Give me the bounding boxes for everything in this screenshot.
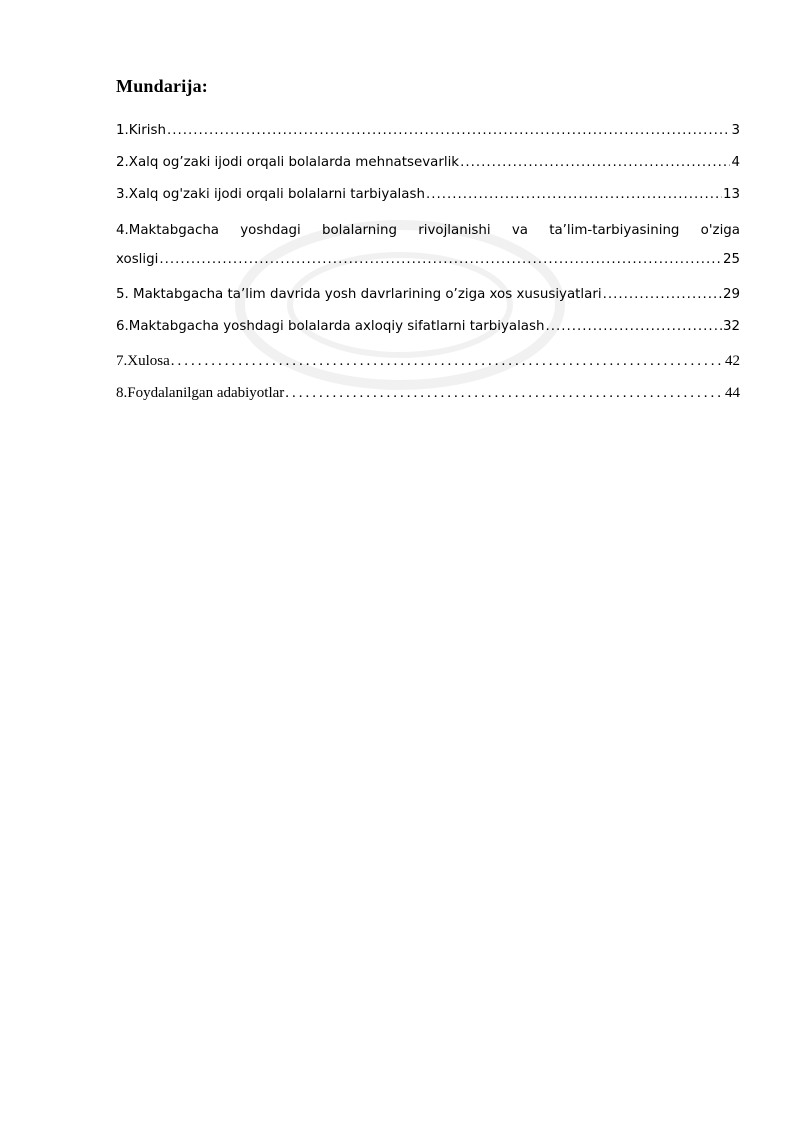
toc-leader-dots	[167, 118, 731, 144]
toc-title: Mundarija:	[116, 76, 208, 96]
toc-entry-label: 1.Kirish	[116, 123, 166, 138]
toc-leader-dots	[171, 348, 724, 374]
toc-entry-label: 4.Maktabgacha yoshdagi bolalarning rivojlanishi va ta’lim-tarbiyasining o'ziga	[116, 223, 740, 238]
toc-entry-label: 6.Maktabgacha yoshdagi bolalarda axloqiy sifatlarni tarbiyalash	[116, 319, 545, 334]
toc-entry-label: 5. Maktabgacha ta’lim davrida yosh davrlarining o’ziga xos xususiyatlari	[116, 287, 602, 302]
toc-entry-label: 3.Xalq og'zaki ijodi orqali bolalarni tarbiyalash	[116, 187, 425, 202]
toc-entry-5	[116, 282, 740, 308]
toc-leader-dots	[426, 182, 722, 208]
toc-entry-3	[116, 182, 740, 208]
toc-entry-label-continued: xosligi	[116, 252, 159, 267]
toc-page-number: 44	[725, 385, 740, 401]
toc-leader-dots	[603, 282, 722, 308]
toc-leader-dots	[545, 314, 721, 340]
toc-entry-8	[116, 380, 740, 406]
toc-page-number: 4	[731, 155, 740, 170]
toc-page-number: 42	[725, 353, 740, 369]
toc-page-number: 29	[722, 287, 740, 302]
toc-entry-4	[116, 216, 740, 274]
toc-entry-2	[116, 150, 740, 176]
toc-entry-7	[116, 348, 740, 374]
toc-entry-label: 8.Foydalanilgan adabiyotlar	[116, 385, 285, 401]
toc-page-number: 32	[722, 319, 740, 334]
toc-leader-dots	[159, 245, 722, 274]
toc-page-number: 3	[731, 123, 740, 138]
table-of-contents	[116, 118, 740, 406]
toc-page-number: 25	[722, 252, 740, 267]
toc-entry-1	[116, 118, 740, 144]
toc-leader-dots	[460, 150, 730, 176]
toc-leader-dots	[285, 380, 724, 406]
toc-entry-label: 7.Xulosa	[116, 353, 170, 369]
toc-entry-6	[116, 314, 740, 340]
toc-page-number: 13	[722, 187, 740, 202]
toc-entry-line2	[116, 245, 740, 274]
toc-entry-label: 2.Xalq og’zaki ijodi orqali bolalarda mehnatsevarlik	[116, 155, 460, 170]
